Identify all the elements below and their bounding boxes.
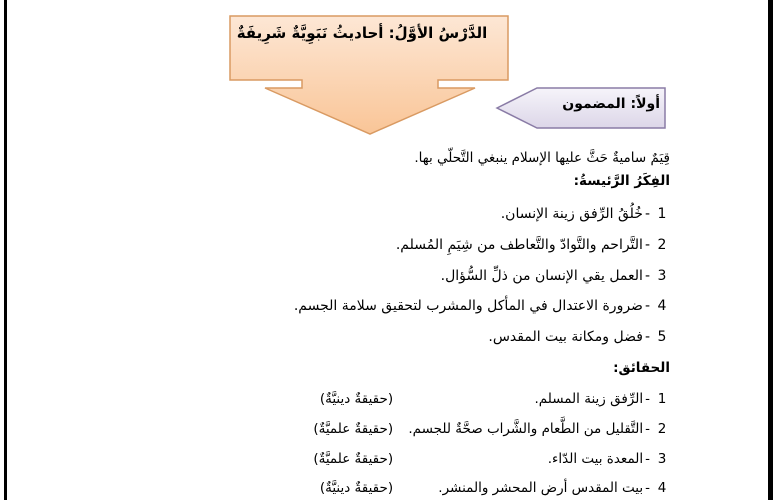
item-text: ضرورة الاعتدال في المأكل والمشرب لتحقيق سلامة الجسم. <box>293 298 643 314</box>
item-number: 3 <box>657 268 667 284</box>
fact-text: المعدة بيت الدّاء. <box>547 451 644 467</box>
intro-text: قِيَمٌ ساميةٌ حَثَّ عليها الإسلام ينبغي التَّحلّي بها. <box>414 150 670 166</box>
main-idea-item: 1-خُلُقُ الرِّفق زينة الإنسان. <box>501 206 670 222</box>
facts-heading: الحقائق: <box>613 360 670 376</box>
item-number: 4 <box>657 298 667 314</box>
fact-text: التَّقليل من الطَّعام والشَّراب صحَّةٌ للجسم. <box>408 421 644 437</box>
item-number: 1 <box>657 391 667 407</box>
fact-text: بيت المقدس أرض المحشر والمنشر. <box>438 480 644 496</box>
lesson-title: الدَّرْسُ الأوَّلُ: أحاديثُ نَبَوِيَّةٌ شَرِيفَةٌ <box>236 24 488 42</box>
item-number: 3 <box>657 451 667 467</box>
fact-type: (حقيقةٌ علميَّةٌ) <box>313 421 394 437</box>
main-idea-item: 4-ضرورة الاعتدال في المأكل والمشرب لتحقيق سلامة الجسم. <box>294 298 670 314</box>
fact-type: (حقيقةٌ علميَّةٌ) <box>313 451 394 467</box>
item-number: 4 <box>657 480 667 496</box>
fact-row: 1-الرِّفق زينة المسلم.(حقيقةٌ دينيَّةٌ) <box>270 391 670 407</box>
item-number: 2 <box>657 237 667 253</box>
main-idea-item: 2-التَّراحم والتَّوادّ والتَّعاطف من شِيَمِ المُسلم. <box>396 237 670 253</box>
fact-row: 4-بيت المقدس أرض المحشر والمنشر.(حقيقةٌ دينيَّةٌ) <box>270 480 670 496</box>
page-frame-left <box>4 0 7 500</box>
main-idea-item: 5-فضل ومكانة بيت المقدس. <box>488 329 670 345</box>
item-text: التَّراحم والتَّوادّ والتَّعاطف من شِيَمِ المُسلم. <box>395 237 643 253</box>
item-number: 5 <box>657 329 667 345</box>
item-text: العمل يقي الإنسان من ذلِّ السُّؤال. <box>440 268 643 284</box>
fact-text: الرِّفق زينة المسلم. <box>534 391 644 407</box>
page-frame-right <box>768 0 773 500</box>
fact-row: 3-المعدة بيت الدّاء.(حقيقةٌ علميَّةٌ) <box>270 451 670 467</box>
item-number: 1 <box>657 206 667 222</box>
item-text: خُلُقُ الرِّفق زينة الإنسان. <box>500 206 643 222</box>
main-ideas-heading: الفِكَرُ الرَّئيسةُ: <box>573 173 670 189</box>
main-idea-item: 3-العمل يقي الإنسان من ذلِّ السُّؤال. <box>441 268 670 284</box>
item-text: فضل ومكانة بيت المقدس. <box>488 329 643 345</box>
fact-row: 2-التَّقليل من الطَّعام والشَّراب صحَّةٌ للجسم.(حقيقةٌ علميَّةٌ) <box>270 421 670 437</box>
item-number: 2 <box>657 421 667 437</box>
section-tag-label: أولاً: المضمون <box>562 96 660 112</box>
fact-type: (حقيقةٌ دينيَّةٌ) <box>319 391 394 407</box>
fact-type: (حقيقةٌ دينيَّةٌ) <box>319 480 394 496</box>
